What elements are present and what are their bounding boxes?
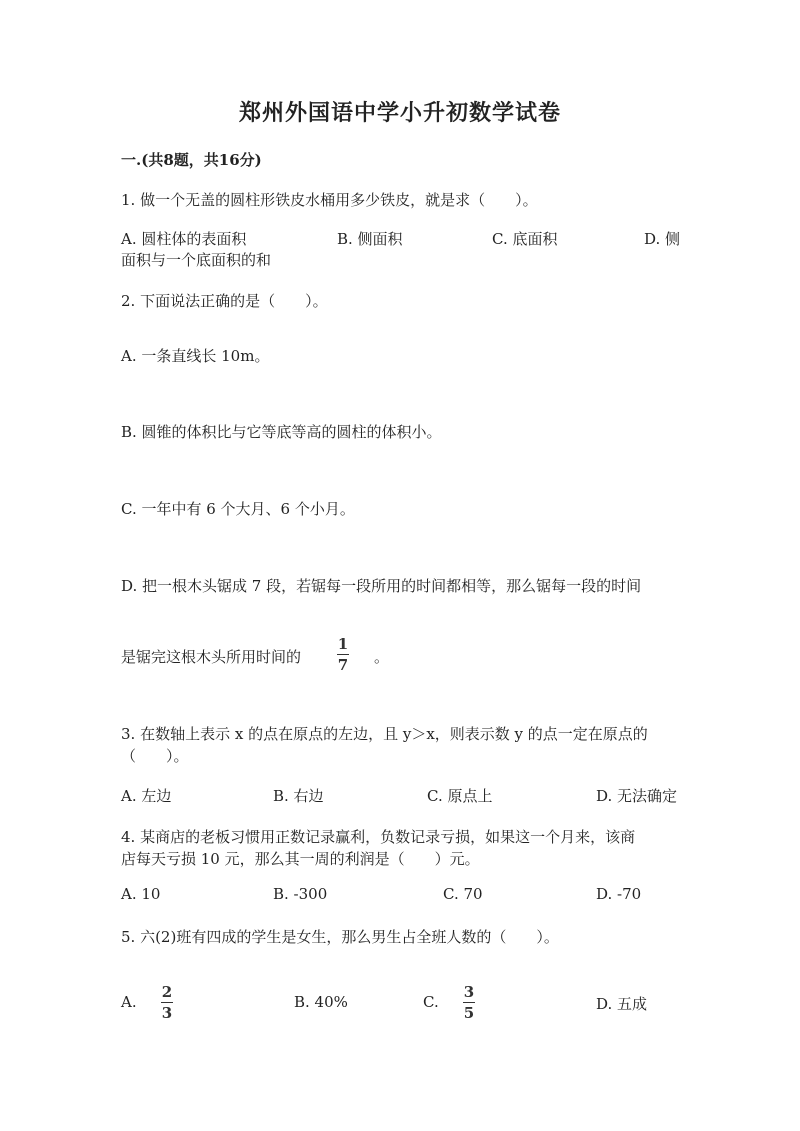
fraction-numerator: 3 (463, 983, 475, 1001)
question-1-option-c: C. 底面积 (492, 230, 558, 248)
fraction-denominator: 7 (337, 656, 349, 674)
question-1-stem: 1. 做一个无盖的圆柱形铁皮水桶用多少铁皮，就是求（ ）。 (121, 191, 538, 209)
fraction-denominator: 3 (161, 1004, 173, 1022)
fraction-bar (161, 1002, 173, 1003)
question-5-option-a: A. (121, 993, 137, 1011)
fraction-numerator: 2 (161, 983, 173, 1001)
fraction-two-thirds (161, 984, 173, 1021)
fraction-denominator: 5 (463, 1004, 475, 1022)
fraction-bar (337, 654, 349, 655)
question-5-option-c: C. (423, 993, 439, 1011)
fraction-bar (463, 1002, 475, 1003)
question-3-stem-line1: 3. 在数轴上表示 x 的点在原点的左边，且 y＞x，则表示数 y 的点一定在原点的 (121, 725, 648, 743)
question-3-option-d: D. 无法确定 (596, 787, 678, 805)
question-4-option-b: B. -300 (273, 885, 328, 903)
question-4-option-d: D. -70 (596, 885, 642, 903)
question-2-option-a: A. 一条直线长 10m。 (121, 347, 270, 365)
fraction-one-seventh (337, 636, 349, 673)
question-2-option-d-continuation: 是锯完这根木头所用时间的 (121, 648, 302, 666)
question-2-stem: 2. 下面说法正确的是（ ）。 (121, 292, 328, 310)
question-5-stem: 5. 六(2)班有四成的学生是女生，那么男生占全班人数的（ ）。 (121, 928, 559, 946)
question-1-option-d: D. 侧 (644, 230, 681, 248)
question-1-option-d-continuation: 面积与一个底面积的和 (121, 251, 272, 269)
question-5-option-d: D. 五成 (596, 995, 648, 1013)
question-2-option-c: C. 一年中有 6 个大月、6 个小月。 (121, 500, 355, 518)
question-5-option-b: B. 40% (294, 993, 348, 1011)
question-4-option-c: C. 70 (443, 885, 483, 903)
question-2-tail: 。 (374, 648, 390, 666)
fraction-numerator: 1 (337, 635, 349, 653)
question-2-option-d: D. 把一根木头锯成 7 段，若锯每一段所用的时间都相等，那么锯每一段的时间 (121, 577, 642, 595)
question-3-option-b: B. 右边 (273, 787, 324, 805)
question-4-stem-line2: 店每天亏损 10 元，那么其一周的利润是（ ）元。 (121, 850, 480, 868)
question-3-stem-line2: （ ）。 (121, 747, 189, 765)
question-4-option-a: A. 10 (121, 885, 161, 903)
question-3-option-a: A. 左边 (121, 787, 172, 805)
fraction-three-fifths (463, 984, 475, 1021)
question-4-stem-line1: 4. 某商店的老板习惯用正数记录赢利，负数记录亏损，如果这一个月来，该商 (121, 828, 636, 846)
page-title: 郑州外国语中学小升初数学试卷 (238, 100, 561, 126)
section-heading: 一.(共8题，共16分) (121, 151, 262, 169)
question-1-option-b: B. 侧面积 (337, 230, 403, 248)
question-1-option-a: A. 圆柱体的表面积 (121, 230, 247, 248)
question-3-option-c: C. 原点上 (427, 787, 493, 805)
question-2-option-b: B. 圆锥的体积比与它等底等高的圆柱的体积小。 (121, 423, 442, 441)
